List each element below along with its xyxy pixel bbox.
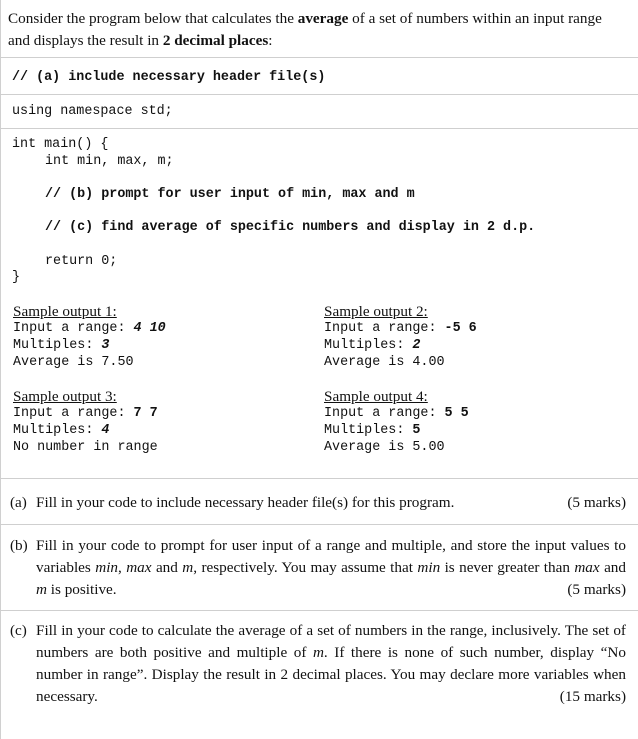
sample-multiples-value: 2 bbox=[412, 338, 421, 353]
intro-paragraph bbox=[8, 8, 626, 52]
question-label: (c) bbox=[10, 622, 27, 639]
question-label: (b) bbox=[10, 537, 28, 554]
sample-output-4 bbox=[324, 388, 469, 456]
question-text: Fill in your code to prompt for user input of a range and multiple, and store the input values to variables min, max and m, respectively. You may assume that min is never greater than max and m is positive. (5 marks) bbox=[36, 535, 626, 601]
question-c bbox=[10, 620, 626, 708]
sample-title: Sample output 2: bbox=[324, 303, 428, 320]
sample-range-line: Input a range: -5 6 bbox=[324, 321, 477, 336]
divider bbox=[0, 128, 638, 129]
code-comment-a: // (a) include necessary header file(s) bbox=[12, 70, 326, 85]
sample-range-line: Input a range: 4 10 bbox=[13, 321, 166, 336]
code-main: int main() { bbox=[12, 137, 109, 152]
code-comment-b: // (b) prompt for user input of min, max and m bbox=[45, 187, 415, 202]
code-return: return 0; bbox=[45, 254, 118, 269]
var-m: m bbox=[182, 559, 194, 576]
intro-text: of a set of numbers within an input range and displays the result in bbox=[8, 10, 602, 49]
code-declaration: int min, max, m; bbox=[45, 154, 174, 169]
question-marks: (15 marks) bbox=[559, 688, 626, 705]
sample-range-value: 7 7 bbox=[133, 406, 158, 421]
question-a bbox=[10, 492, 626, 514]
var-m: m bbox=[312, 644, 324, 661]
code-comment-c: // (c) find average of specific numbers and display in 2 d.p. bbox=[45, 220, 536, 235]
sample-multiples-line: Multiples: 3 bbox=[13, 338, 110, 353]
sample-result-line: Average is 5.00 bbox=[324, 440, 445, 455]
sample-title: Sample output 4: bbox=[324, 388, 428, 405]
sample-range-line: Input a range: 5 5 bbox=[324, 406, 469, 421]
intro-text: : bbox=[268, 32, 273, 49]
intro-bold-decimal: 2 decimal places bbox=[162, 32, 269, 49]
sample-multiples-value: 3 bbox=[101, 338, 110, 353]
question-marks: (5 marks) bbox=[567, 581, 626, 598]
var-min: min bbox=[95, 559, 119, 576]
var-max: max bbox=[126, 559, 152, 576]
sample-multiples-value: 4 bbox=[101, 423, 110, 438]
divider bbox=[0, 524, 638, 525]
sample-range-value: 4 10 bbox=[133, 321, 166, 336]
sample-title: Sample output 3: bbox=[13, 388, 117, 405]
question-label: (a) bbox=[10, 494, 27, 511]
divider bbox=[0, 94, 638, 95]
sample-range-value: 5 5 bbox=[444, 406, 469, 421]
sample-output-3 bbox=[13, 388, 158, 456]
intro-text: Consider the program below that calculates the bbox=[8, 10, 298, 27]
sample-multiples-line: Multiples: 2 bbox=[324, 338, 421, 353]
divider bbox=[0, 57, 638, 58]
sample-title: Sample output 1: bbox=[13, 303, 117, 320]
question-text: Fill in your code to calculate the average of a set of numbers in the range, inclusively. The set of numbers are both positive and multiple of m. If there is none of such number, display “No number in range”. Display the result in 2 decimal places. You may declare more variables when necessary. (15 marks) bbox=[36, 620, 626, 708]
question-b bbox=[10, 535, 626, 601]
sample-result-line: Average is 7.50 bbox=[13, 355, 134, 370]
sample-multiples-value: 5 bbox=[412, 423, 421, 438]
var-min: min bbox=[417, 559, 441, 576]
divider bbox=[0, 610, 638, 611]
var-m: m bbox=[36, 581, 47, 598]
sample-range-line: Input a range: 7 7 bbox=[13, 406, 158, 421]
sample-result-line: No number in range bbox=[13, 440, 158, 455]
code-close-brace: } bbox=[12, 270, 21, 285]
sample-multiples-line: Multiples: 4 bbox=[13, 423, 110, 438]
sample-range-value: -5 6 bbox=[444, 321, 477, 336]
sample-multiples-line: Multiples: 5 bbox=[324, 423, 421, 438]
var-max: max bbox=[574, 559, 600, 576]
question-marks: (5 marks) bbox=[567, 494, 626, 511]
sample-result-line: Average is 4.00 bbox=[324, 355, 445, 370]
sample-output-1 bbox=[13, 303, 166, 371]
sample-output-2 bbox=[324, 303, 477, 371]
divider bbox=[0, 478, 638, 479]
intro-bold-average: average bbox=[297, 10, 349, 27]
code-using: using namespace std; bbox=[12, 104, 173, 119]
question-text: Fill in your code to include necessary header file(s) for this program. bbox=[36, 494, 455, 511]
